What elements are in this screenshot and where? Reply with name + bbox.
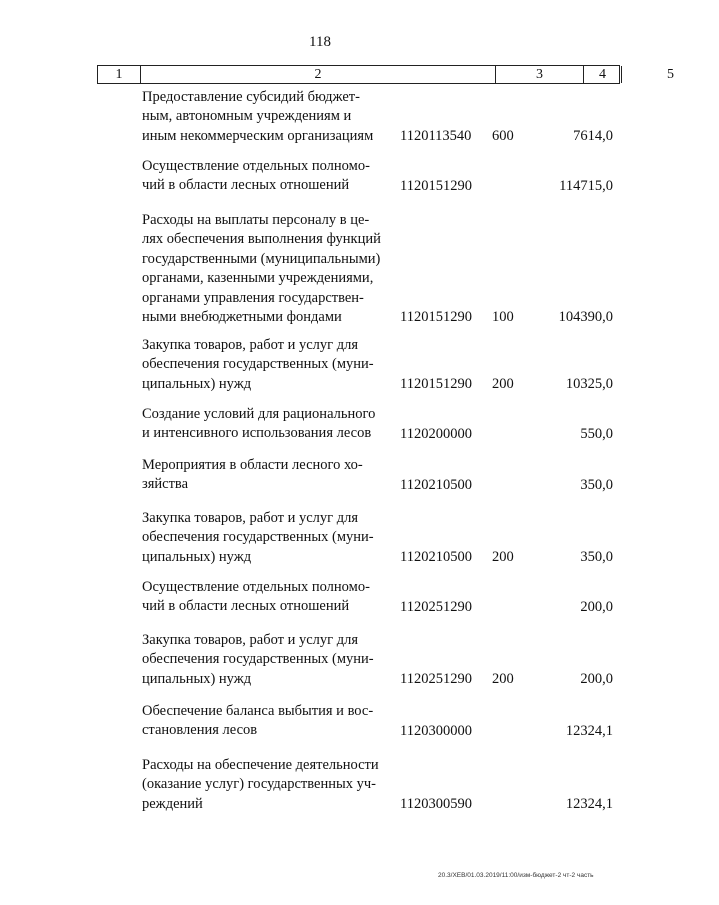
row-sum: 12324,1 [565, 722, 613, 739]
row-type: 600 [492, 127, 514, 144]
table-row [0, 578, 640, 617]
row-name: Осуществление отдельных полномо- чий в области лесных отношений [142, 579, 370, 615]
row-code: 1120210500 [400, 476, 472, 493]
row-sum: 10325,0 [565, 375, 613, 392]
table-row [0, 509, 640, 567]
table-row [0, 88, 640, 146]
row-name: Мероприятия в области лесного хо- зяйства [142, 457, 363, 493]
row-sum: 200,0 [580, 598, 613, 615]
row-code: 1120151290 [400, 375, 472, 392]
table-row [0, 336, 640, 394]
row-code: 1120251290 [400, 598, 472, 615]
table-row [0, 756, 640, 814]
row-sum: 550,0 [580, 425, 613, 442]
row-type: 200 [492, 375, 514, 392]
row-name: Расходы на выплаты персоналу в це- лях обеспечения выполнения функций государственными (муниципальными) органами, казенными учреждениями, органами управления государствен- ными внебюджетными фондами [142, 212, 381, 326]
row-code: 1120251290 [400, 670, 472, 687]
header-col-4: 4 [583, 66, 621, 83]
page-number: 118 [309, 34, 331, 50]
header-col-3: 3 [495, 66, 583, 83]
row-sum: 350,0 [580, 476, 613, 493]
row-sum: 200,0 [580, 670, 613, 687]
table-row [0, 456, 640, 495]
table-row [0, 157, 640, 196]
row-code: 1120113540 [400, 127, 472, 144]
row-code: 1120151290 [400, 308, 472, 325]
row-name: Предоставление субсидий бюджет- ным, автономным учреждениям и иным некоммерческим организациям [142, 89, 374, 144]
row-sum: 350,0 [580, 548, 613, 565]
header-col-1: 1 [115, 67, 123, 82]
table-row [0, 211, 640, 327]
row-sum: 104390,0 [558, 308, 613, 325]
table-row [0, 631, 640, 689]
table-header [97, 65, 674, 84]
row-sum: 7614,0 [573, 127, 613, 144]
row-type: 200 [492, 548, 514, 565]
row-type: 200 [492, 670, 514, 687]
row-name: Обеспечение баланса выбытия и вос- становления лесов [142, 703, 374, 739]
header-col-2: 2 [140, 66, 495, 83]
row-name: Создание условий для рационального и интенсивного использования лесов [142, 406, 376, 442]
row-code: 1120210500 [400, 548, 472, 565]
row-type: 100 [492, 308, 514, 325]
row-code: 1120300000 [400, 722, 472, 739]
table-row [0, 702, 640, 741]
row-code: 1120151290 [400, 177, 472, 194]
row-sum: 114715,0 [559, 177, 613, 194]
row-code: 1120200000 [400, 425, 472, 442]
row-name: Закупка товаров, работ и услуг для обеспечения государственных (муни- ципальных) нужд [142, 510, 374, 565]
row-code: 1120300590 [400, 795, 472, 812]
row-name: Расходы на обеспечение деятельности (оказание услуг) государственных уч- реждений [142, 757, 379, 812]
header-col-5: 5 [621, 66, 719, 83]
row-sum: 12324,1 [565, 795, 613, 812]
table-row [0, 405, 640, 444]
document-footer-stamp: 20.3/ХЕВ/01.03.2019/11:00/изм-бюджет-2 чт-2 часть [438, 872, 594, 879]
row-name: Закупка товаров, работ и услуг для обеспечения государственных (муни- ципальных) нужд [142, 632, 374, 687]
row-name: Закупка товаров, работ и услуг для обеспечения государственных (муни- ципальных) нужд [142, 337, 374, 392]
row-name: Осуществление отдельных полномо- чий в области лесных отношений [142, 158, 370, 194]
